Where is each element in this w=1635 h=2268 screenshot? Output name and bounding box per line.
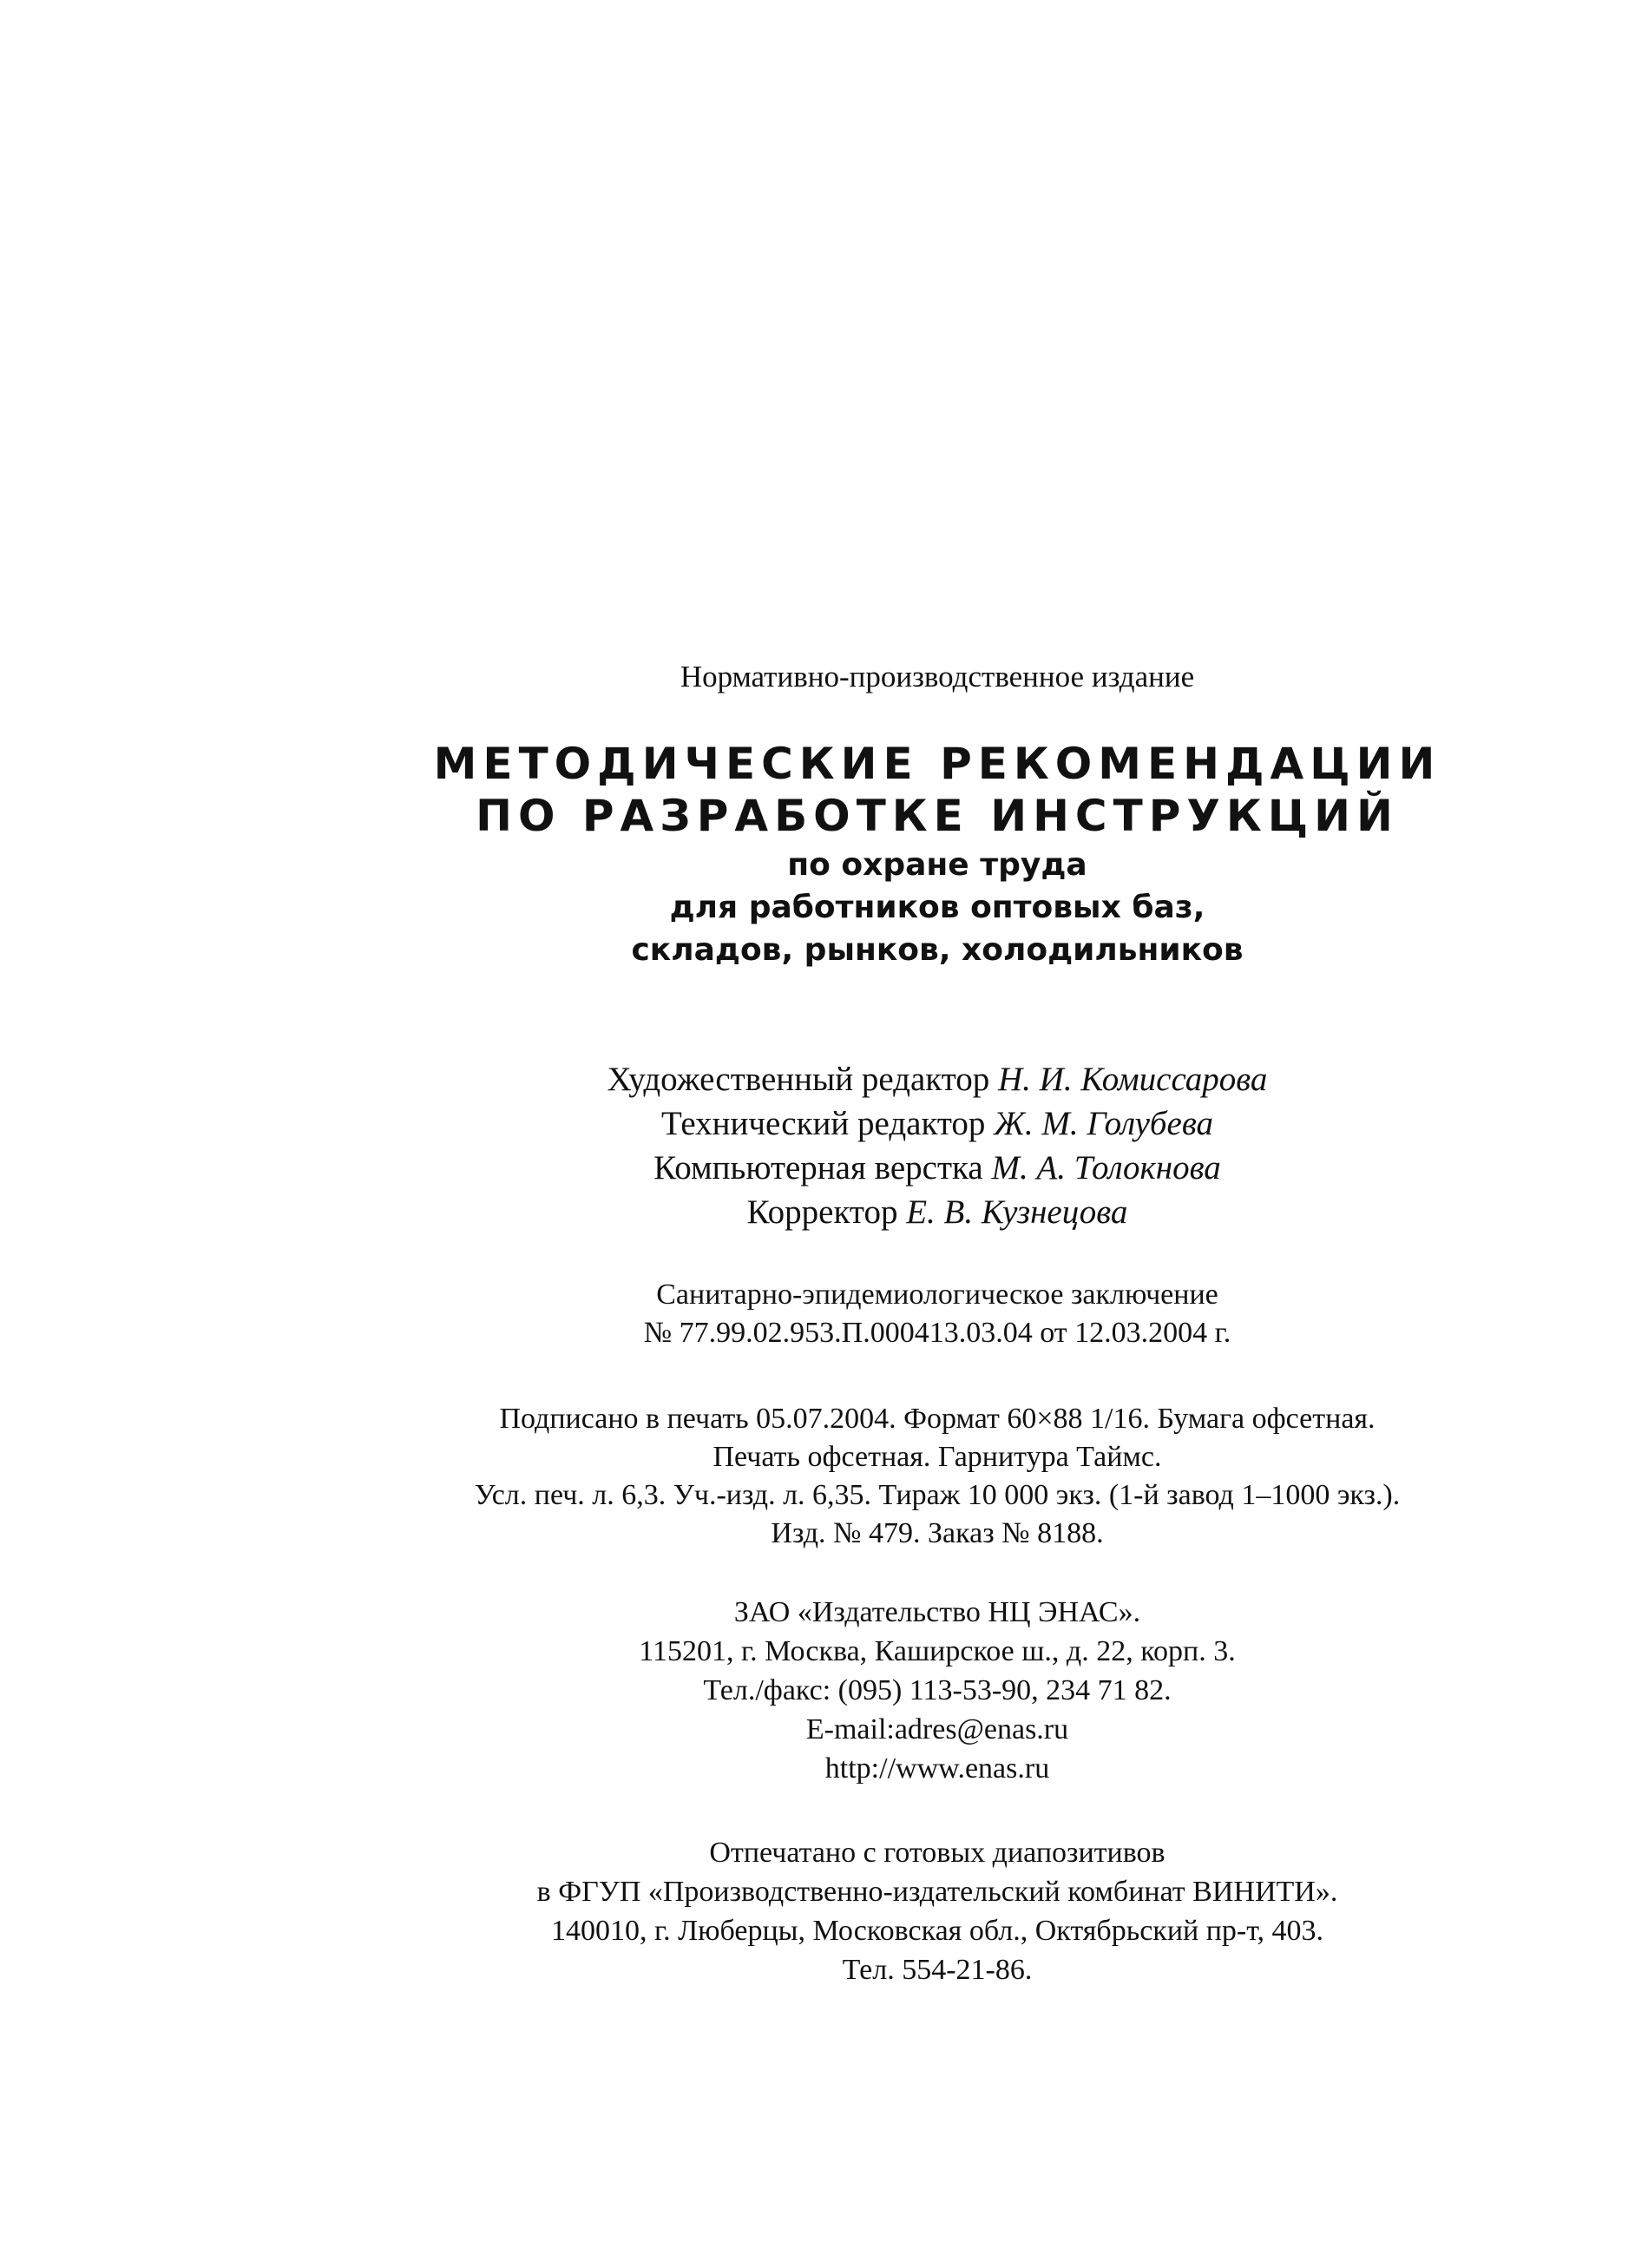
- credit-name: М. А. Толокнова: [991, 1149, 1221, 1187]
- print-info-line: Подписано в печать 05.07.2004. Формат 60×88 1/16. Бумага офсетная.: [499, 1403, 1376, 1435]
- sanitary-conclusion-line: № 77.99.02.953.П.000413.03.04 от 12.03.2004 г.: [643, 1317, 1231, 1349]
- print-info-line: Усл. печ. л. 6,3. Уч.-изд. л. 6,35. Тираж 10 000 экз. (1-й завод 1–1000 экз.).: [474, 1479, 1401, 1511]
- book-title: [373, 738, 1501, 842]
- printer-info-line: 140010, г. Люберцы, Московская обл., Октябрьский пр-т, 403.: [550, 1915, 1324, 1947]
- sanitary-conclusion: [373, 1276, 1501, 1352]
- publisher-website: http://www.enas.ru: [824, 1752, 1050, 1785]
- book-subtitle-line: для работников оптовых баз,: [669, 890, 1205, 925]
- credit-name: Е. В. Кузнецова: [906, 1193, 1128, 1231]
- publisher-phone: Тел./факс: (095) 113-53-90, 234 71 82.: [703, 1674, 1172, 1706]
- credit-line-layout: [373, 1146, 1501, 1190]
- printer-info-line: Тел. 554-21-86.: [842, 1954, 1033, 1986]
- edition-type: [373, 658, 1501, 696]
- credit-role: Корректор: [746, 1193, 898, 1231]
- print-info-line: Изд. № 479. Заказ № 8188.: [771, 1517, 1104, 1549]
- credit-line-technical-editor: [373, 1101, 1501, 1146]
- credit-role: Технический редактор: [661, 1105, 986, 1142]
- credit-name: Ж. М. Голубева: [994, 1105, 1213, 1142]
- credit-role: Компьютерная верстка: [653, 1149, 983, 1187]
- credit-line-art-editor: [373, 1057, 1501, 1101]
- credit-line-proofreader: [373, 1190, 1501, 1234]
- credits-list: [373, 1057, 1501, 1234]
- edition-type-text: Нормативно-производственное издание: [680, 660, 1195, 694]
- printer-info-line: Отпечатано с готовых диапозитивов: [709, 1837, 1166, 1869]
- book-title-line: МЕТОДИЧЕСКИЕ РЕКОМЕНДАЦИИ: [433, 739, 1441, 789]
- book-title-line: ПО РАЗРАБОТКЕ ИНСТРУКЦИЙ: [476, 791, 1399, 841]
- publisher-email: E-mail:adres@enas.ru: [805, 1713, 1069, 1745]
- printer-info-line: в ФГУП «Производственно-издательский комбинат ВИНИТИ».: [536, 1876, 1338, 1908]
- sanitary-conclusion-line: Санитарно-эпидемиологическое заключение: [656, 1279, 1218, 1311]
- print-info-line: Печать офсетная. Гарнитура Таймс.: [712, 1441, 1162, 1473]
- book-subtitle-line: по охране труда: [787, 847, 1087, 883]
- publisher-address: 115201, г. Москва, Каширское ш., д. 22, корп. 3.: [639, 1635, 1236, 1667]
- printer-info: [373, 1833, 1501, 1989]
- credit-role: Художественный редактор: [607, 1061, 990, 1098]
- print-info: [373, 1400, 1501, 1553]
- book-subtitle: [373, 844, 1501, 971]
- book-subtitle-line: складов, рынков, холодильников: [631, 932, 1244, 968]
- publisher-name: ЗАО «Издательство НЦ ЭНАС».: [733, 1596, 1141, 1628]
- publisher-info: [373, 1593, 1501, 1788]
- credit-name: Н. И. Комиссарова: [998, 1061, 1268, 1098]
